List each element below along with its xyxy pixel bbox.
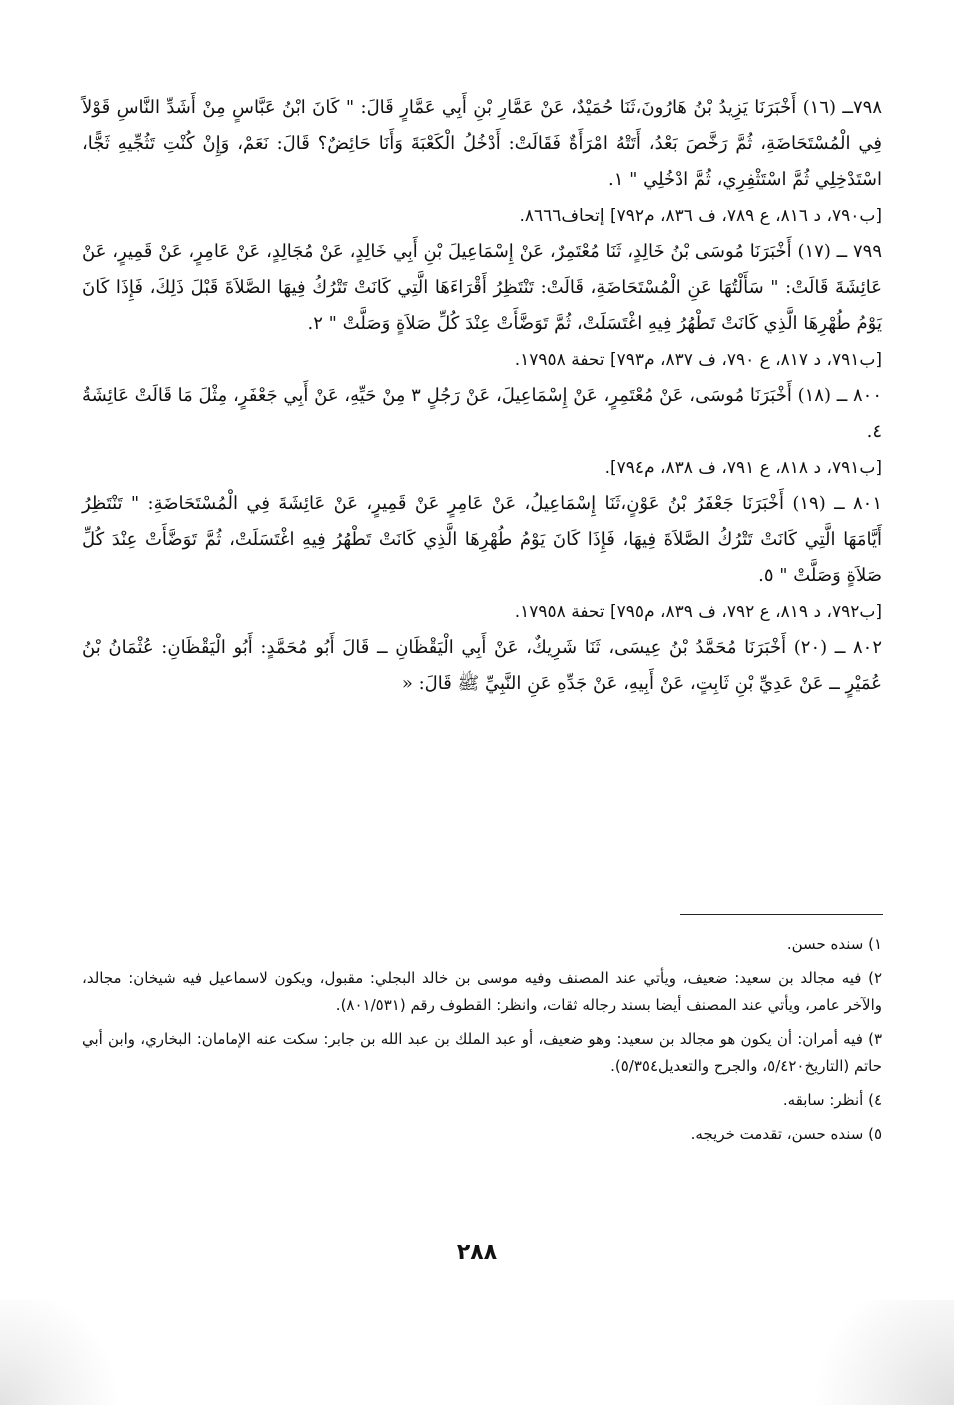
hadith-802-text: ٨٠٢ ــ (٢٠) أَخْبَرَنَا مُحَمَّدُ بْنُ عِيسَى، ثَنَا شَرِيكٌ، عَنْ أَبِي الْيَقْظَانِ ــ قَالَ أَبُو مُحَمَّدٍ: أَبُو الْيَقْظَانِ: عُثْمَانُ بْنُ عُمَيْرٍ ــ عَنْ عَدِيِّ بْنِ ثَابِتٍ، عَنْ أَبِيهِ، عَنْ جَدِّهِ عَنِ النَّبِيِّ ﷺ قَالَ: « [82, 637, 882, 694]
main-text [82, 90, 882, 702]
hadith-799-text: ٧٩٩ ــ (١٧) أَخْبَرَنَا مُوسَى بْنُ خَالِدٍ، ثَنَا مُعْتَمِرٌ، عَنْ إِسْمَاعِيلَ بْنِ أَبِي خَالِدٍ، عَنْ مُجَالِدٍ، عَنْ عَامِرٍ، عَنْ قَمِيرٍ، عَنْ عَائِشَةَ قَالَتْ: " سَأَلْتُهَا عَنِ الْمُسْتَحَاضَةِ، قَالَتْ: تَنْتَظِرُ أَقْرَاءَهَا الَّتِي كَانَتْ تَتْرُكُ فِيهَا الصَّلاَةَ قَبْلَ ذَلِكَ، فَإِذَا كَانَ يَوْمُ طُهْرِهَا الَّذِي كَانَتْ تَطْهُرُ فِيهِ اغْتَسَلَتْ، ثُمَّ تَوَضَّأَتْ عِنْدَ كُلِّ صَلاَةٍ وَصَلَّتْ " ٢. [82, 241, 883, 334]
page-number: ٢٨٨ [456, 1240, 498, 1265]
hadith-801-reference: [ب٧٩٢، د ٨١٩، ع ٧٩٢، ف ٨٣٩، م٧٩٥] تحفة ١٧٩٥٨. [514, 602, 882, 622]
footnote-separator [680, 914, 883, 915]
hadith-800-text: ٨٠٠ ــ (١٨) أَخْبَرَنَا مُوسَى، عَنْ مُعْتَمِرٍ، عَنْ إِسْمَاعِيلَ، عَنْ رَجُلٍ ٣ مِنْ حَيِّهِ، عَنْ أَبِي جَعْفَرٍ، مِثْلَ مَا قَالَتْ عَائِشَةُ ٤. [82, 385, 883, 442]
footnote-1: ١) سنده حسن. [786, 935, 882, 953]
footnote-4: ٤) أنظر: سابقه. [782, 1091, 882, 1109]
scan-shading [0, 1300, 954, 1405]
hadith-800-reference: [ب٧٩١، د ٨١٨، ع ٧٩١، ف ٨٣٨، م٧٩٤]. [604, 458, 882, 478]
footnote-3: ٣) فيه أمران: أن يكون هو مجالد بن سعيد: وهو ضعيف، أو عبد الملك بن عبد الله بن جابر: سكت عنه الإمامان: البخاري، وابن أبي حاتم (التاريخ٥/٤٢٠، والجرح والتعديل٥/٣٥٤). [82, 1030, 882, 1075]
hadith-801-text: ٨٠١ ــ (١٩) أَخْبَرَنَا جَعْفَرُ بْنُ عَوْنٍ،ثَنَا إِسْمَاعِيلُ، عَنْ عَامِرٍ عَنْ قَمِيرٍ، عَنْ عَائِشَةَ فِي الْمُسْتَحَاضَةِ: " تَنْتَظِرُ أَيَّامَهَا الَّتِي كَانَتْ تَتْرُكُ الصَّلاَةَ فِيهَا، فَإِذَا كَانَ يَوْمُ طُهْرِهَا الَّذِي كَانَتْ تَطْهُرُ فِيهِ اغْتَسَلَتْ، ثُمَّ تَوَضَّأَتْ عِنْدَ كُلِّ صَلاَةٍ وَصَلَّتْ " ٥. [82, 493, 882, 586]
hadith-798-reference: [ب٧٩٠، د ٨١٦، ع ٧٨٩، ف ٨٣٦، م٧٩٢] إتحاف٨٦٦٦. [519, 206, 882, 226]
hadith-799-reference: [ب٧٩١، د ٨١٧، ع ٧٩٠، ف ٨٣٧، م٧٩٣] تحفة ١٧٩٥٨. [514, 350, 882, 370]
footnotes [82, 931, 882, 1155]
footnote-2: ٢) فيه مجالد بن سعيد: ضعيف، ويأتي عند المصنف وفيه موسى بن خالد البجلي: مقبول، ويكون لاسماعيل فيه شيخان: مجالد، والآخر عامر، ويأتي عند المصنف أيضا بسند رجاله ثقات، وانظر: القطوف رقم (٨٠١/٥٣١). [82, 969, 882, 1014]
footnote-5: ٥) سنده حسن، تقدمت خريجه. [690, 1125, 882, 1143]
hadith-798-text: ٧٩٨ــ (١٦) أَخْبَرَنَا يَزِيدُ بْنُ هَارُونَ،ثَنَا حُمَيْدٌ، عَنْ عَمَّارِ بْنِ أَبِي عَمَّارٍ قَالَ: " كَانَ ابْنُ عَبَّاسٍ مِنْ أَشَدِّ النَّاسِ قَوْلاً فِي الْمُسْتَحَاضَةِ، ثُمَّ رَخَّصَ بَعْدُ، أَتَتْهُ امْرَأَةٌ فَقَالَتْ: أَدْخُلُ الْكَعْبَةَ وَأَنَا حَائِضٌ؟ قَالَ: نَعَمْ، وَإِنْ كُنْتِ تَثُجِّيهِ ثَجًّا، اسْتَدْخِلِي ثُمَّ اسْتَثْفِرِي، ثُمَّ ادْخُلِي " ١. [82, 97, 882, 190]
